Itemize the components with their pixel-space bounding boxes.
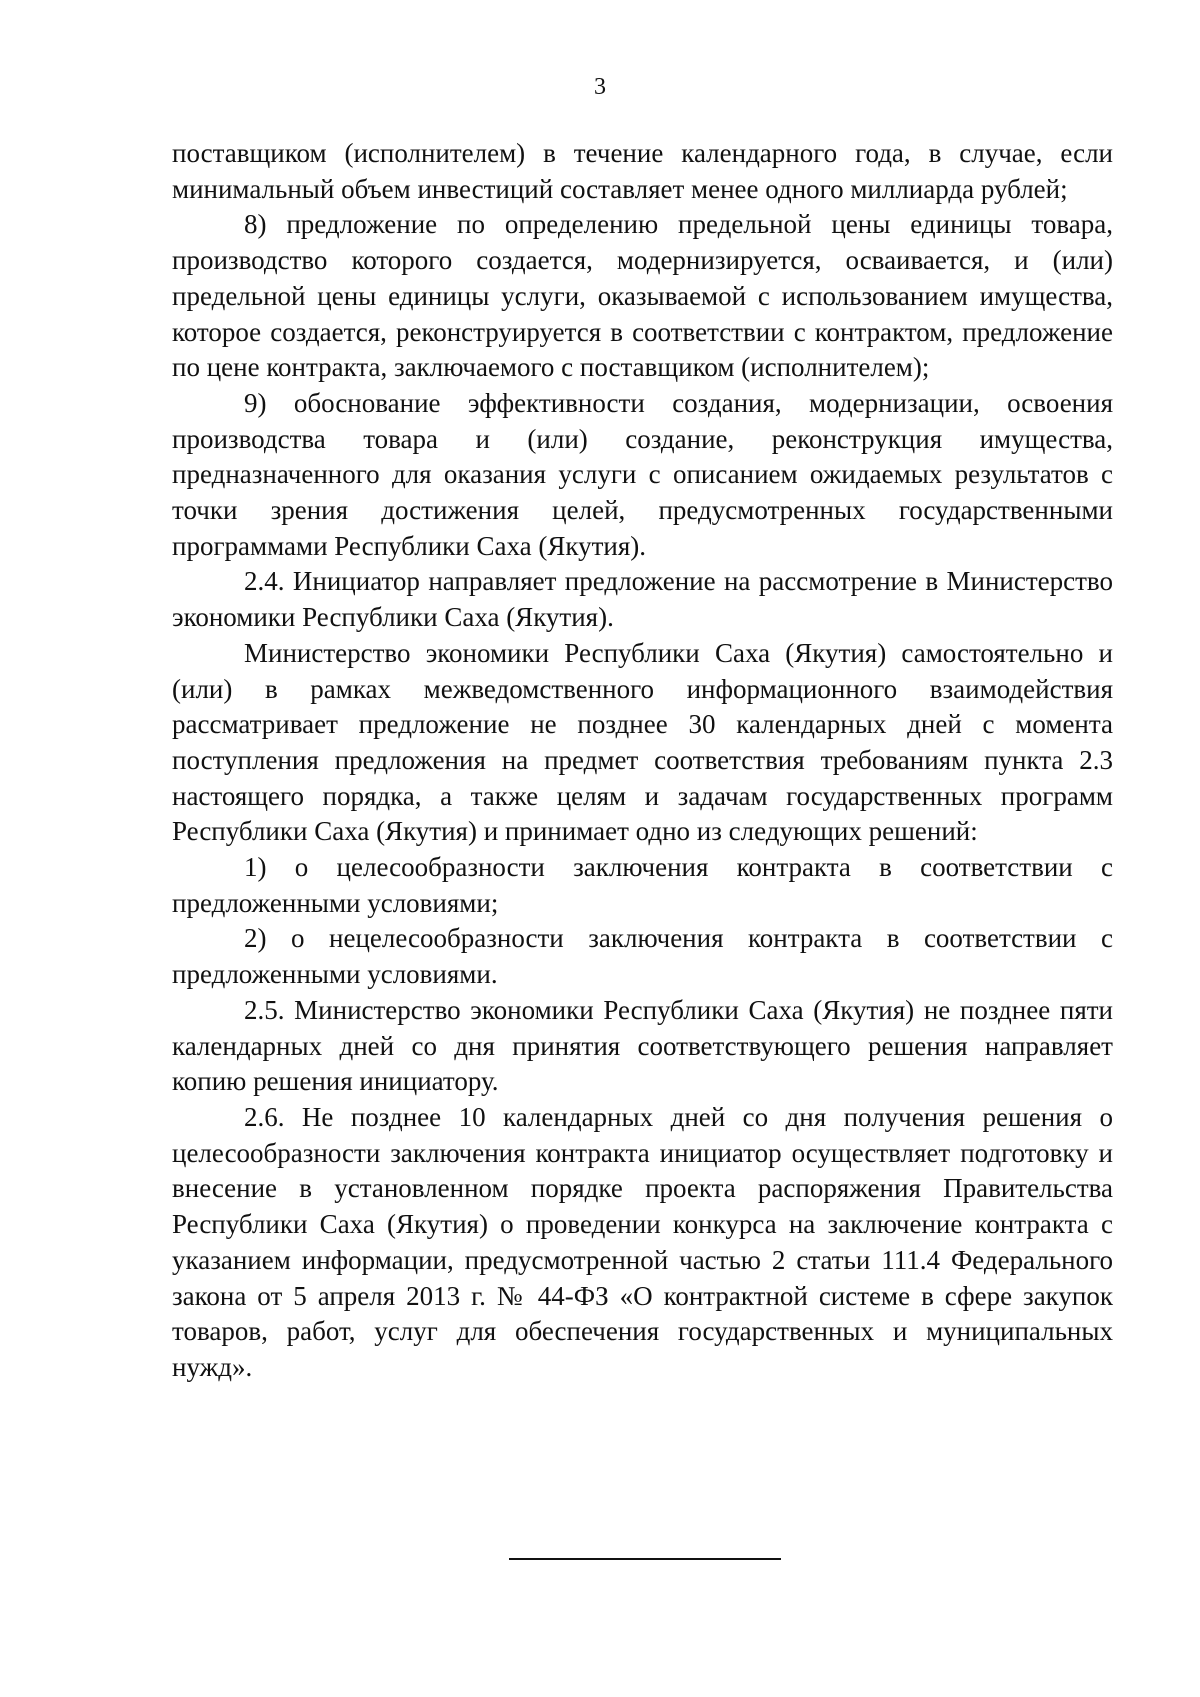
end-of-document-rule xyxy=(509,1558,781,1560)
paragraph-clause-2-6: 2.6. Не позднее 10 календарных дней со дня получения решения о целесообразности заключения контракта инициатор осуществляет подготовку и внесение в установленном порядке проекта распоряжения Правительства Республики Саха (Якутия) о проведении конкурса на заключение контракта с указанием информации, предусмотренной частью 2 статьи 111.4 Федерального закона от 5 апреля 2013 г. № 44-ФЗ «О контрактной системе в сфере закупок товаров, работ, услуг для обеспечения государственных и муниципальных нужд». xyxy=(172,1101,1113,1382)
page-number: 3 xyxy=(594,74,606,100)
paragraph-item-9: 9) обоснование эффективности создания, модернизации, освоения производства товара и (или) создание, реконструкция имущества, предназначенного для оказания услуги с описанием ожидаемых результатов с точки зрения достижения целей, предусмотренных государственными программами Республики Саха (Якутия). xyxy=(172,387,1113,561)
paragraph-clause-2-5: 2.5. Министерство экономики Республики Саха (Якутия) не позднее пяти календарных дней со дня принятия соответствующего решения направляет копию решения инициатору. xyxy=(172,994,1113,1097)
paragraph-continuation: поставщиком (исполнителем) в течение календарного года, в случае, если минимальный объем инвестиций составляет менее одного миллиарда рублей; xyxy=(172,138,1113,204)
paragraph-clause-2-4: 2.4. Инициатор направляет предложение на рассмотрение в Министерство экономики Республики Саха (Якутия). xyxy=(172,566,1113,633)
paragraph-decision-1: 1) о целесообразности заключения контракта в соответствии с предложенными условиями; xyxy=(172,852,1113,918)
paragraph-ministry-review: Министерство экономики Республики Саха (Якутия) самостоятельно и (или) в рамках межведомственного информационного взаимодействия рассматривает предложение не позднее 30 календарных дней с момента поступления предложения на предмет соответствия требованиям пункта 2.3 настоящего порядка, а также целям и задачам государственных программ Республики Саха (Якутия) и принимает одно из следующих решений: xyxy=(172,637,1113,847)
document-body xyxy=(172,136,1113,1386)
paragraph-item-8: 8) предложение по определению предельной цены единицы товара, производство которого создается, модернизируется, осваивается, и (или) предельной цены единицы услуги, оказываемой с использованием имущества, которое создается, реконструируется в соответствии с контрактом, предложение по цене контракта, заключаемого с поставщиком (исполнителем); xyxy=(172,209,1113,383)
paragraph-decision-2: 2) о нецелесообразности заключения контракта в соответствии с предложенными условиями. xyxy=(172,923,1113,990)
